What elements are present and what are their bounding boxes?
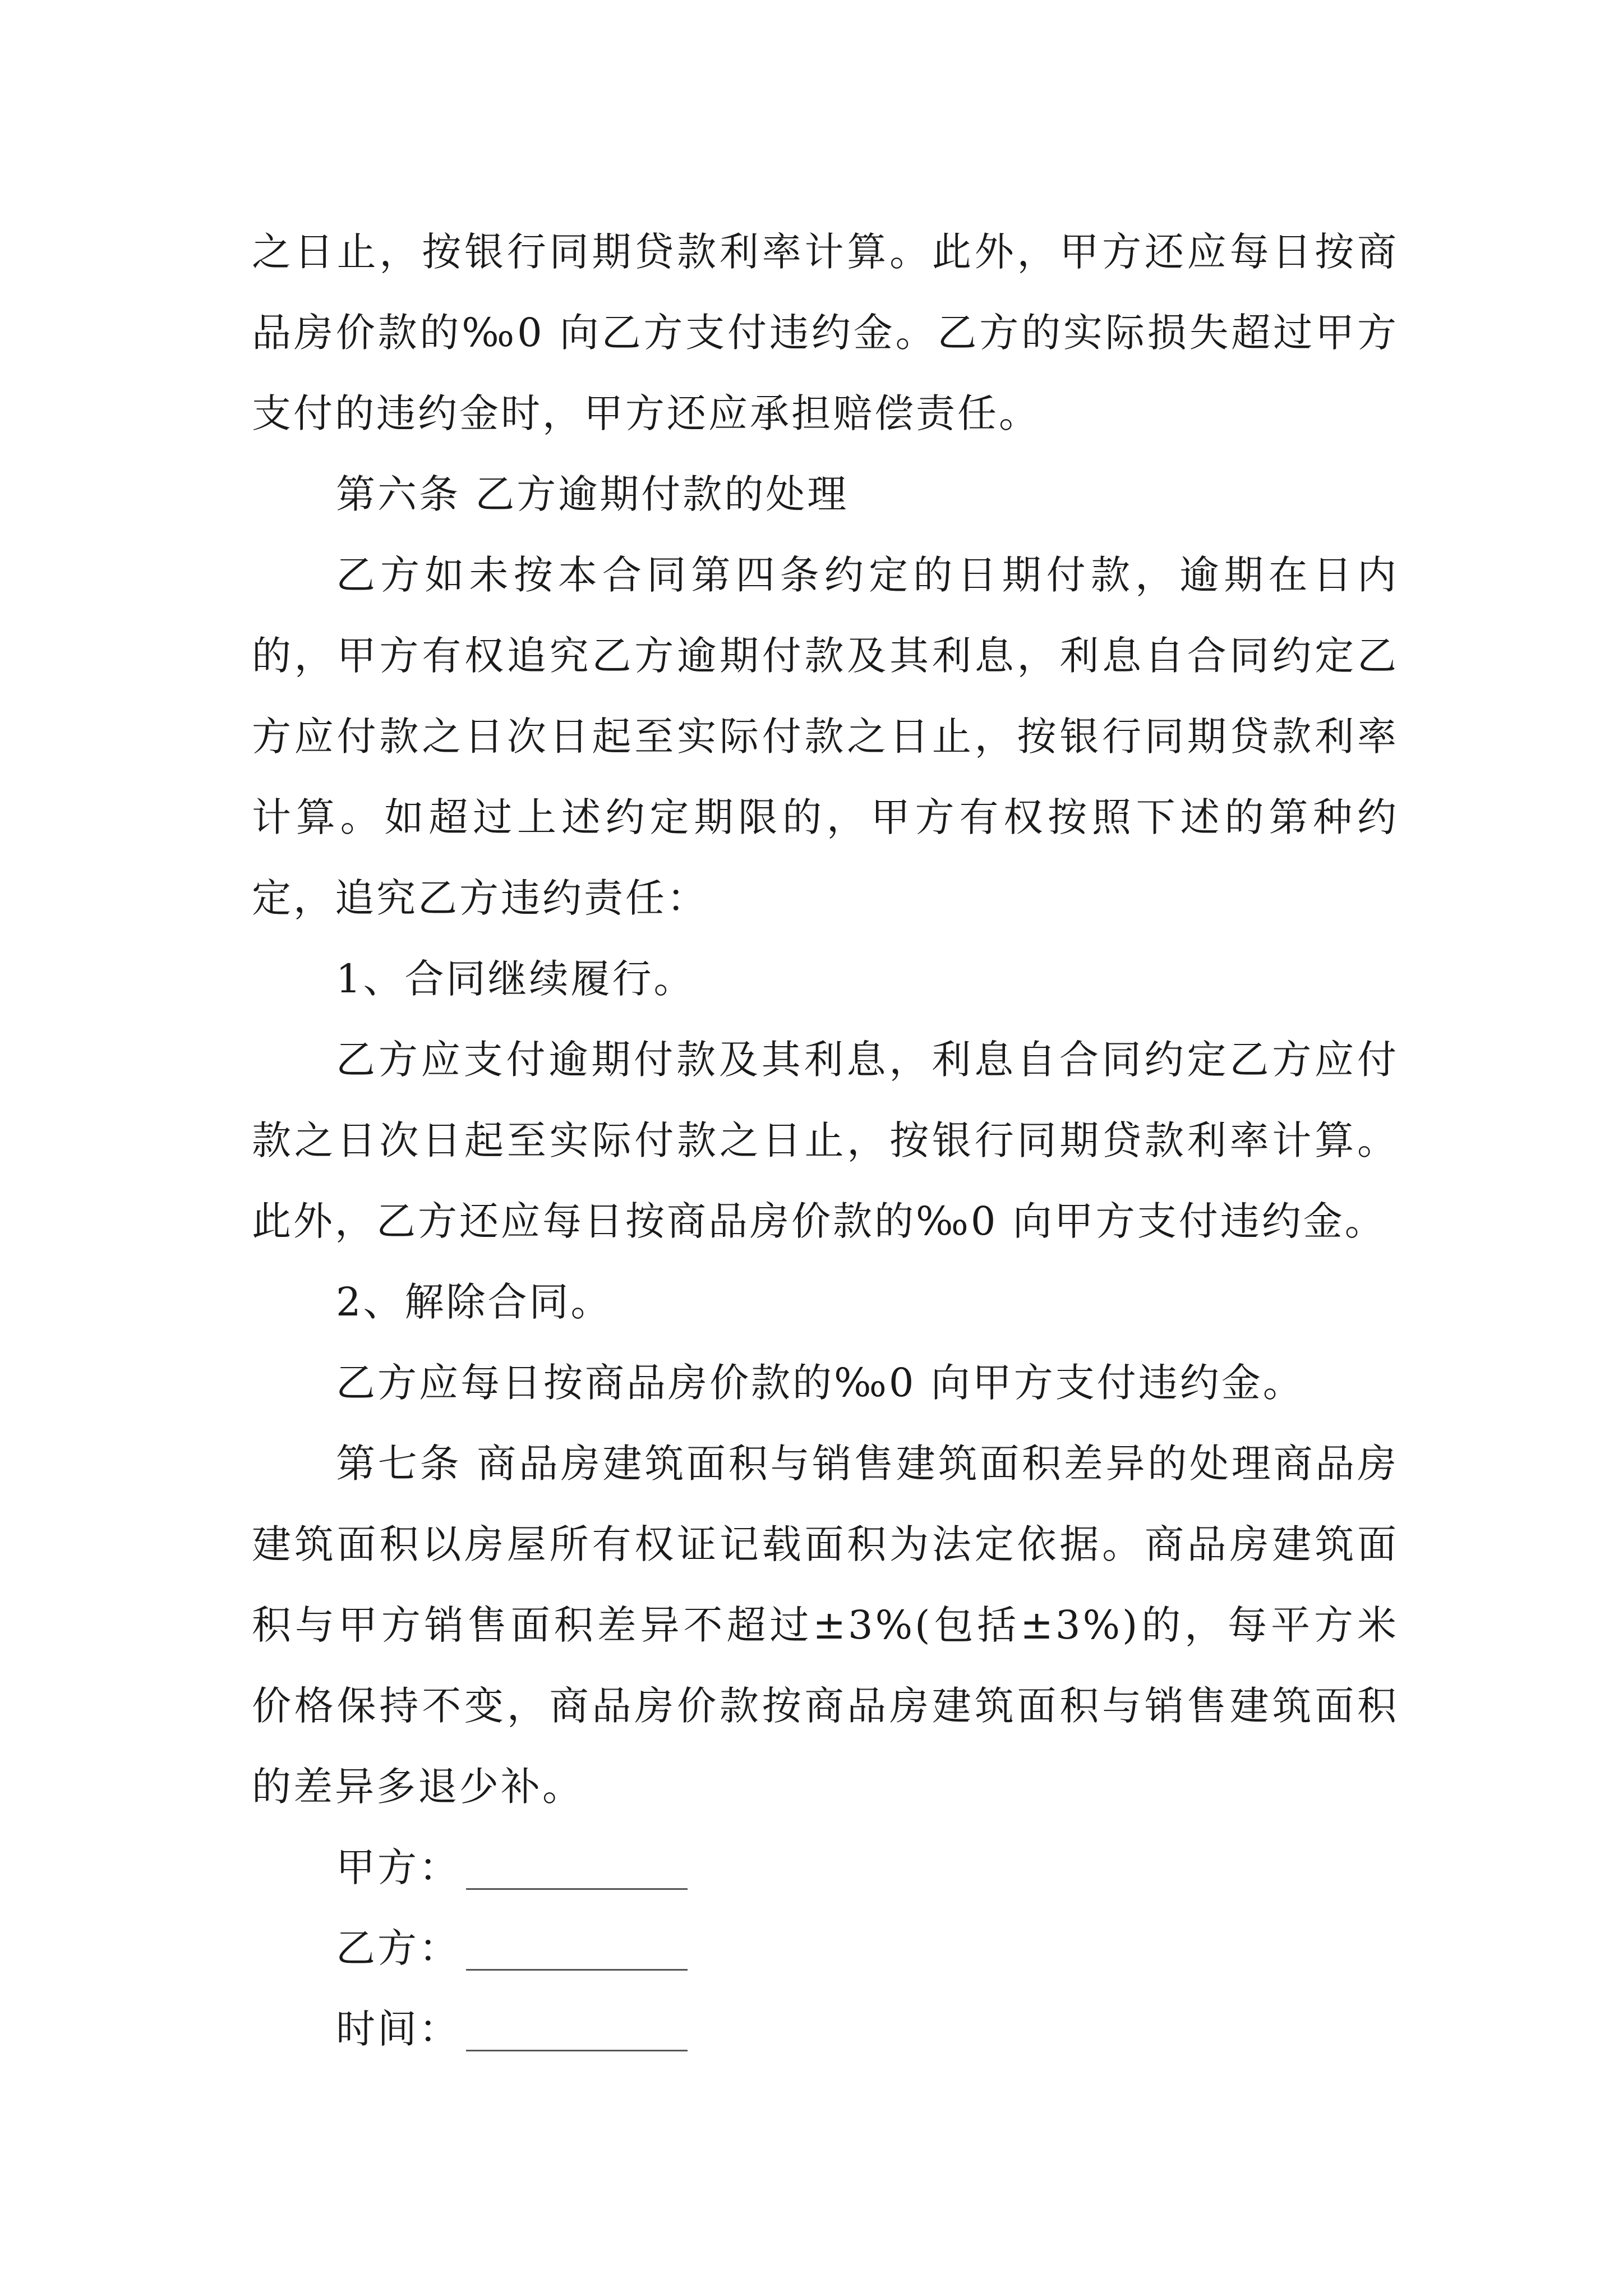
date-label: 时间： [336,2006,460,2052]
signature-date [252,1989,1399,2069]
article-6-paragraph: 乙方如未按本合同第四条约定的日期付款，逾期在日内的，甲方有权追究乙方逾期付款及其利息，利息自合同约定乙方应付款之日次日起至实际付款之日止，按银行同期贷款利率计算。如超过上述约定期限的，甲方有权按照下述的第种约定，追究乙方违约责任： [252,552,1399,921]
article-6-heading: 第六条 乙方逾期付款的处理 [336,471,849,517]
signature-party-b [252,1908,1399,1989]
option-2-heading: 2、解除合同。 [336,1279,612,1325]
party-b-signature-line [466,1969,688,1971]
signature-party-a [252,1827,1399,1908]
paragraph-continuation: 之日止，按银行同期贷款利率计算。此外，甲方还应每日按商品房价款的‰0 向乙方支付违约金。乙方的实际损失超过甲方支付的违约金时，甲方还应承担赔偿责任。 [252,229,1399,436]
article-7-paragraph: 第七条 商品房建筑面积与销售建筑面积差异的处理商品房建筑面积以房屋所有权证记载面积为法定依据。商品房建筑面积与甲方销售面积差异不超过±3%(包括±3%)的，每平方米价格保持不变，商品房价款按商品房建筑面积与销售建筑面积的差异多退少补。 [252,1441,1399,1810]
option-2-paragraph: 乙方应每日按商品房价款的‰0 向甲方支付违约金。 [336,1360,1304,1406]
option-1-paragraph: 乙方应支付逾期付款及其利息，利息自合同约定乙方应付款之日次日起至实际付款之日止，按银行同期贷款利率计算。此外，乙方还应每日按商品房价款的‰0 向甲方支付违约金。 [252,1037,1399,1244]
party-a-label: 甲方： [336,1844,460,1890]
party-a-signature-line [466,1888,688,1890]
document-body [252,211,1399,2069]
party-b-label: 乙方： [336,1925,460,1971]
option-1-heading: 1、合同继续履行。 [336,956,695,1002]
date-signature-line [466,2050,688,2051]
